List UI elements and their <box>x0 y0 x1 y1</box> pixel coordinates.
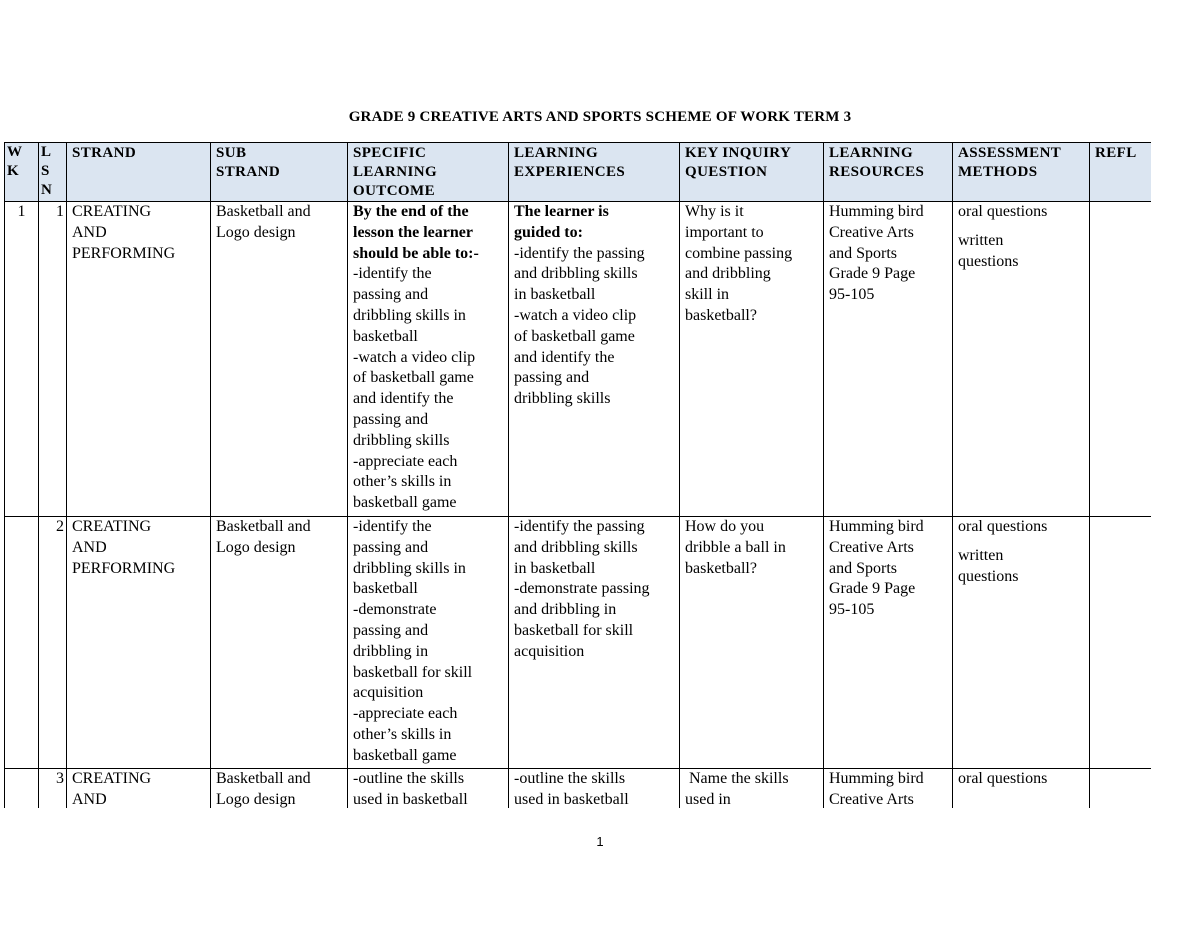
slo-intro-line: lesson the learner <box>353 223 473 241</box>
experiences-line: -watch a video clip <box>514 306 637 324</box>
assessment-line: written <box>958 546 1004 564</box>
slo-line: dribbling skills in <box>353 306 466 324</box>
header-lesson-line: N <box>41 182 53 198</box>
table-header-row <box>5 143 1152 202</box>
sub-strand-line: Basketball and <box>216 203 311 220</box>
cell-sub-strand <box>211 517 348 769</box>
kiq-line: important to <box>685 223 764 241</box>
header-experiences-line: LEARNING <box>514 145 599 161</box>
slo-line: used in basketball <box>353 790 468 808</box>
header-lesson <box>39 143 67 202</box>
slo-line: -watch a video clip <box>353 348 476 366</box>
strand-line: PERFORMING <box>72 559 176 577</box>
strand-line: CREATING <box>72 518 152 535</box>
scheme-of-work-table-wrapper <box>4 142 1151 808</box>
experiences-line: passing and <box>514 369 590 387</box>
assessment-line: oral questions <box>958 770 1048 787</box>
cell-strand <box>67 517 211 769</box>
kiq-line: How do you <box>685 518 765 535</box>
header-experiences-line: EXPERIENCES <box>514 164 626 180</box>
cell-sub-strand <box>211 769 348 809</box>
sub-strand-line: Logo design <box>216 790 296 808</box>
experiences-line: of basketball game <box>514 327 635 345</box>
slo-line: dribbling in <box>353 642 429 660</box>
slo-intro-line: By the end of the <box>353 203 469 220</box>
header-slo-line: OUTCOME <box>353 183 435 199</box>
cell-learning-resources <box>824 517 953 769</box>
cell-reflection <box>1090 769 1152 809</box>
table-row <box>5 202 1152 517</box>
slo-line: dribbling skills <box>353 431 450 449</box>
resources-line: Creative Arts <box>829 223 914 241</box>
kiq-line: basketball? <box>685 306 757 324</box>
strand-line: CREATING <box>72 203 152 220</box>
cell-specific-learning-outcome <box>348 769 509 809</box>
experiences-intro-line: guided to: <box>514 223 583 241</box>
experiences-line: -identify the passing <box>514 518 645 535</box>
strand-line: PERFORMING <box>72 244 176 262</box>
experiences-line: basketball for skill <box>514 621 634 639</box>
experiences-line: and dribbling in <box>514 601 617 619</box>
slo-line: -outline the skills <box>353 770 465 787</box>
header-week <box>5 143 39 202</box>
strand-line: AND <box>72 538 107 556</box>
strand-line: CREATING <box>72 770 152 787</box>
experiences-line: in basketball <box>514 559 596 577</box>
header-assessment-line: METHODS <box>958 164 1038 180</box>
assessment-line: written <box>958 231 1004 249</box>
cell-strand <box>67 202 211 517</box>
slo-line: basketball game <box>353 494 457 512</box>
slo-line: -identify the <box>353 265 432 283</box>
slo-line: passing and <box>353 538 429 556</box>
experiences-line: and dribbling skills <box>514 265 638 283</box>
experiences-line: and identify the <box>514 348 615 366</box>
slo-line: passing and <box>353 286 429 304</box>
slo-line: -appreciate each <box>353 452 458 470</box>
sub-strand-line: Basketball and <box>216 770 311 787</box>
cell-assessment-methods <box>953 202 1090 517</box>
cell-learning-resources <box>824 769 953 809</box>
slo-line: -appreciate each <box>353 705 458 723</box>
cell-reflection <box>1090 517 1152 769</box>
kiq-line: and dribbling <box>685 265 771 283</box>
header-reflection: REFL <box>1090 143 1152 202</box>
kiq-line: Name the skills <box>685 770 789 787</box>
kiq-line: Why is it <box>685 203 744 220</box>
slo-line: basketball for skill <box>353 663 473 681</box>
header-key-inquiry-question <box>680 143 824 202</box>
header-learning-experiences <box>509 143 680 202</box>
header-specific-learning-outcome <box>348 143 509 202</box>
resources-line: Grade 9 Page <box>829 580 916 598</box>
cell-week: 1 <box>5 202 39 517</box>
slo-line: basketball <box>353 327 418 345</box>
slo-line: other’s skills in <box>353 473 452 491</box>
kiq-line: basketball? <box>685 559 757 577</box>
header-lesson-line: L <box>41 144 52 160</box>
assessment-spacer <box>958 223 1084 231</box>
header-week-line: W <box>7 144 23 160</box>
slo-line: acquisition <box>353 684 424 702</box>
resources-line: and Sports <box>829 559 897 577</box>
slo-line: passing and <box>353 621 429 639</box>
assessment-line: questions <box>958 252 1019 270</box>
experiences-line: -identify the passing <box>514 244 645 262</box>
cell-sub-strand <box>211 202 348 517</box>
experiences-line: -demonstrate passing <box>514 580 650 598</box>
cell-key-inquiry-question <box>680 202 824 517</box>
header-sub-strand-line: SUB <box>216 145 247 161</box>
cell-week <box>5 517 39 769</box>
header-assessment-methods <box>953 143 1090 202</box>
cell-learning-resources <box>824 202 953 517</box>
header-resources-line: RESOURCES <box>829 164 925 180</box>
kiq-line: combine passing <box>685 244 793 262</box>
experiences-line: in basketball <box>514 286 596 304</box>
resources-line: 95-105 <box>829 286 875 304</box>
resources-line: Humming bird <box>829 203 924 220</box>
header-lesson-line: S <box>41 163 50 179</box>
experiences-line: -outline the skills <box>514 770 626 787</box>
cell-assessment-methods <box>953 769 1090 809</box>
experiences-line: dribbling skills <box>514 390 611 408</box>
cell-learning-experiences <box>509 769 680 809</box>
cell-learning-experiences <box>509 202 680 517</box>
slo-line: basketball game <box>353 746 457 764</box>
slo-line: -demonstrate <box>353 601 437 619</box>
assessment-spacer <box>958 538 1084 546</box>
header-sub-strand <box>211 143 348 202</box>
assessment-line: oral questions <box>958 518 1048 535</box>
slo-intro-line: should be able to:- <box>353 244 479 262</box>
assessment-line: oral questions <box>958 203 1048 220</box>
slo-line: and identify the <box>353 390 454 408</box>
header-slo-line: SPECIFIC <box>353 145 427 161</box>
slo-line: -identify the <box>353 518 432 535</box>
experiences-intro-line: The learner is <box>514 203 609 220</box>
resources-line: and Sports <box>829 244 897 262</box>
cell-week <box>5 769 39 809</box>
cell-lesson: 3 <box>39 769 67 809</box>
assessment-line: questions <box>958 567 1019 585</box>
cell-lesson: 2 <box>39 517 67 769</box>
slo-line: passing and <box>353 410 429 428</box>
cell-assessment-methods <box>953 517 1090 769</box>
header-sub-strand-line: STRAND <box>216 164 281 180</box>
slo-line: basketball <box>353 580 418 598</box>
document-title: GRADE 9 CREATIVE ARTS AND SPORTS SCHEME OF WORK TERM 3 <box>348 109 852 125</box>
page-number: 1 <box>596 834 604 849</box>
header-slo-line: LEARNING <box>353 164 438 180</box>
strand-line: AND <box>72 790 107 808</box>
header-assessment-line: ASSESSMENT <box>958 145 1062 161</box>
slo-line: of basketball game <box>353 369 474 387</box>
cell-specific-learning-outcome <box>348 517 509 769</box>
resources-line: Humming bird <box>829 518 924 535</box>
slo-line: other’s skills in <box>353 725 452 743</box>
kiq-line: used in <box>685 790 731 808</box>
sub-strand-line: Logo design <box>216 538 296 556</box>
cell-lesson: 1 <box>39 202 67 517</box>
table-row <box>5 517 1152 769</box>
resources-line: Creative Arts <box>829 538 914 556</box>
experiences-line: used in basketball <box>514 790 629 808</box>
slo-line: dribbling skills in <box>353 559 466 577</box>
resources-line: 95-105 <box>829 601 875 619</box>
resources-line: Creative Arts <box>829 790 914 808</box>
cell-strand <box>67 769 211 809</box>
resources-line: Grade 9 Page <box>829 265 916 283</box>
cell-specific-learning-outcome <box>348 202 509 517</box>
experiences-line: acquisition <box>514 642 585 660</box>
strand-line: AND <box>72 223 107 241</box>
cell-reflection <box>1090 202 1152 517</box>
header-kiq-line: QUESTION <box>685 164 768 180</box>
cell-key-inquiry-question <box>680 769 824 809</box>
cell-key-inquiry-question <box>680 517 824 769</box>
resources-line: Humming bird <box>829 770 924 787</box>
sub-strand-line: Basketball and <box>216 518 311 535</box>
cell-learning-experiences <box>509 517 680 769</box>
header-learning-resources <box>824 143 953 202</box>
scheme-of-work-table <box>4 142 1151 808</box>
experiences-line: and dribbling skills <box>514 538 638 556</box>
sub-strand-line: Logo design <box>216 223 296 241</box>
kiq-line: skill in <box>685 286 730 304</box>
header-week-line: K <box>7 163 20 179</box>
header-resources-line: LEARNING <box>829 145 914 161</box>
header-strand: STRAND <box>67 143 211 202</box>
header-kiq-line: KEY INQUIRY <box>685 145 792 161</box>
kiq-line: dribble a ball in <box>685 538 786 556</box>
table-row <box>5 769 1152 809</box>
